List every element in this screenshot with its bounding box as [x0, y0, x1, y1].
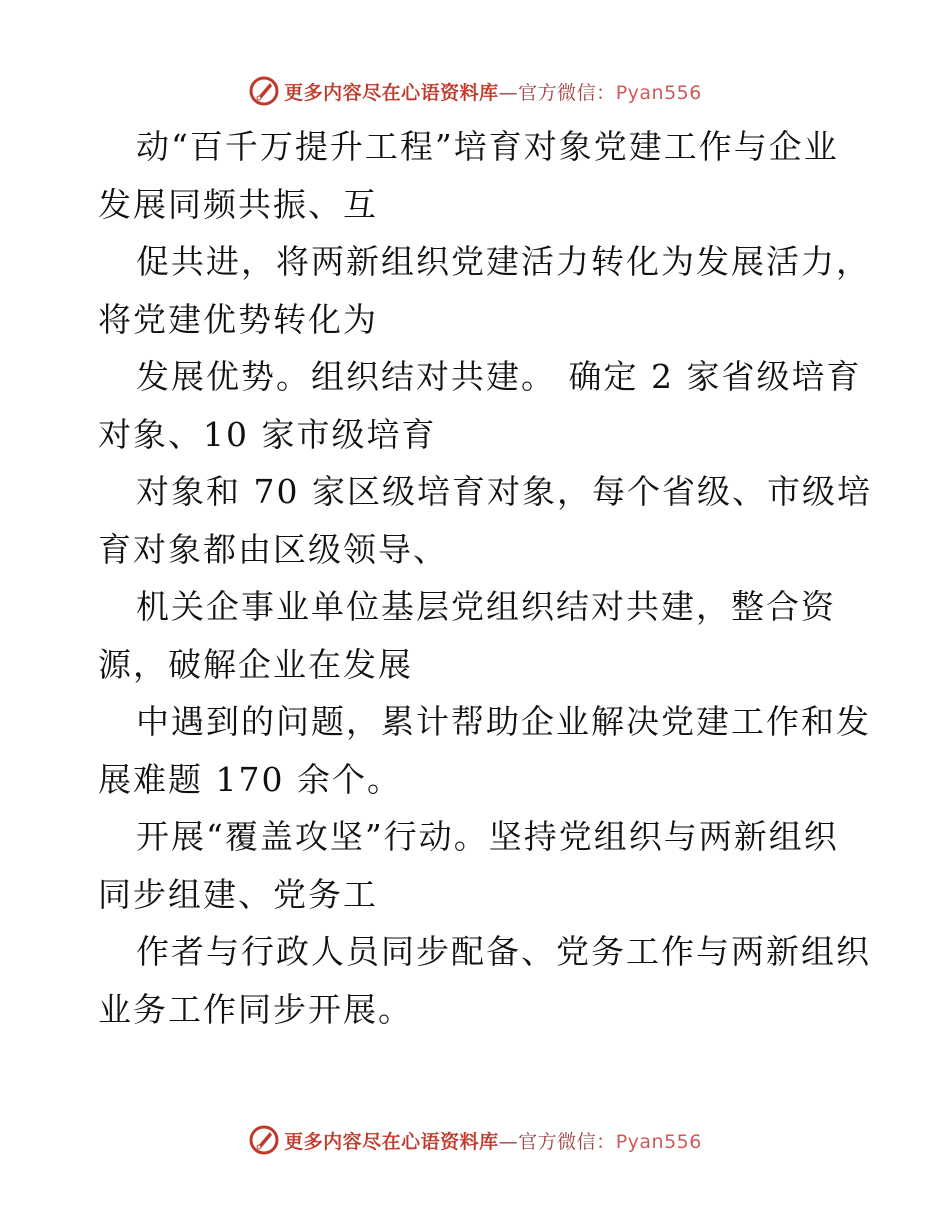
text-line: 展难题 170 余个。	[98, 759, 402, 799]
text-line: 育对象都由区级领导、	[98, 529, 448, 569]
text-line: 发展同频共振、互	[98, 184, 378, 224]
text-line: 对象和 70 家区级培育对象，每个省级、市级培	[136, 472, 872, 511]
quill-logo-icon	[248, 1124, 280, 1156]
banner-wechat-id: Pyan556	[615, 1130, 702, 1153]
banner-main-text: 更多内容尽在心语资料库	[284, 81, 499, 104]
document-body	[98, 118, 872, 1038]
text-line: 业务工作同步开展。	[98, 989, 413, 1029]
banner-main-text: 更多内容尽在心语资料库	[284, 1130, 499, 1153]
text-line: 对象、10 家市级培育	[98, 414, 437, 454]
text-line: 开展“覆盖攻坚”行动。坚持党组织与两新组织	[136, 817, 839, 856]
text-line: 发展优势。组织结对共建。 确定 2 家省级培育	[136, 357, 862, 396]
banner-separator: —	[498, 1130, 519, 1153]
text-line: 动“百千万提升工程”培育对象党建工作与企业	[136, 127, 839, 166]
footer-banner	[0, 1122, 950, 1158]
footer-banner-text	[284, 1127, 702, 1154]
banner-label: 官方微信：	[518, 81, 616, 104]
text-line: 源，破解企业在发展	[98, 644, 413, 684]
text-line: 促共进，将两新组织党建活力转化为发展活力，	[136, 242, 871, 281]
quill-logo-icon	[248, 75, 280, 107]
banner-separator: —	[498, 81, 519, 104]
banner-label: 官方微信：	[518, 1130, 616, 1153]
text-line: 机关企事业单位基层党组织结对共建，整合资	[136, 587, 836, 626]
banner-wechat-id: Pyan556	[615, 81, 702, 104]
text-line: 作者与行政人员同步配备、党务工作与两新组织	[136, 932, 871, 971]
text-line: 将党建优势转化为	[98, 299, 378, 339]
header-banner-text	[284, 78, 702, 105]
text-line: 同步组建、党务工	[98, 874, 378, 914]
text-line: 中遇到的问题，累计帮助企业解决党建工作和发	[136, 702, 871, 741]
header-banner	[0, 73, 950, 109]
